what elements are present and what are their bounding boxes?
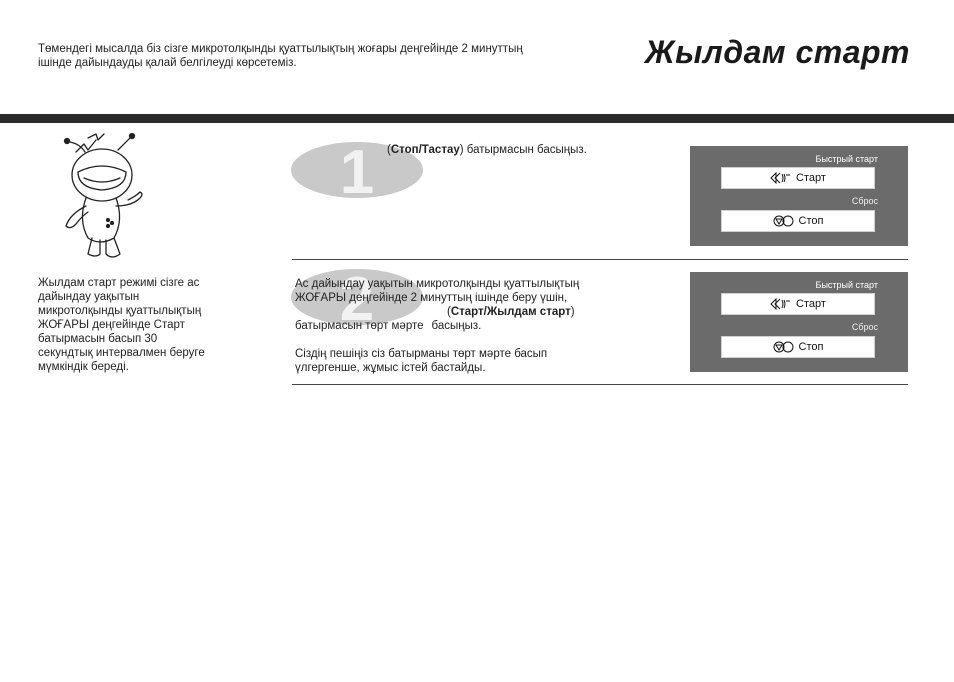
- step-2-line-3b: басыңыз.: [431, 320, 482, 332]
- side-line: батырмасын басып 30: [38, 333, 158, 345]
- step-1-paren: (: [387, 144, 391, 156]
- stop-label: Стоп: [798, 215, 824, 227]
- start-icon: [770, 298, 792, 310]
- quick-start-header: Быстрый старт: [815, 280, 878, 290]
- stop-icon: [773, 215, 795, 227]
- step-1-digit: 1: [339, 141, 375, 199]
- side-line: ЖОҒАРЫ деңгейінде Старт: [38, 319, 185, 331]
- start-label: Старт: [796, 172, 826, 184]
- step-2-line-5: үлгергенше, жұмыс істей бастайды.: [295, 362, 486, 374]
- stop-icon: [773, 341, 795, 353]
- start-button[interactable]: [721, 293, 875, 315]
- stop-button[interactable]: [721, 336, 875, 358]
- step-2-line-3a: батырмасын төрт мәрте: [295, 320, 424, 332]
- start-quick-button-name: Старт/Жылдам старт: [450, 306, 571, 318]
- side-line: мүмкіндік береді.: [38, 361, 129, 373]
- quick-start-header: Быстрый старт: [815, 154, 878, 164]
- control-panel-2: [690, 272, 908, 372]
- intro-line-2: ішінде дайындауды қалай белгілеуді көрсетеміз.: [38, 57, 297, 69]
- stop-reset-button-name: Стоп/Тастау: [390, 144, 460, 156]
- step-2-button-line: (Старт/Жылдам старт): [447, 306, 575, 318]
- step-2-instruction: [295, 277, 579, 375]
- step-divider-1: [292, 259, 908, 260]
- intro-line-1: Төмендегі мысалда біз сізге микротолқынды қуаттылықтың жоғары деңгейінде 2 минуттың: [38, 43, 523, 55]
- start-icon: [770, 172, 792, 184]
- reset-label: Сброс: [851, 322, 878, 332]
- step-divider-2: [292, 384, 908, 385]
- step-2-line-3: [295, 319, 579, 333]
- stop-button[interactable]: [721, 210, 875, 232]
- step-2-line-4: Сіздің пешіңіз сіз батырманы төрт мәрте басып: [295, 348, 548, 360]
- mascot-illustration: [40, 130, 170, 265]
- step-2-line-2: ЖОҒАРЫ деңгейінде 2 минуттың ішінде беру үшін,: [295, 292, 568, 304]
- intro-text: [38, 42, 598, 70]
- side-line: секундтық интервалмен беруге: [38, 347, 205, 359]
- quick-start-description: [38, 276, 248, 374]
- step-1-rest: ) батырмасын басыңыз.: [459, 144, 587, 156]
- side-line: Жылдам старт режимі сізге ас: [38, 277, 200, 289]
- control-panel-1: [690, 146, 908, 246]
- header-divider: [0, 114, 954, 123]
- side-line: микротолқынды қуаттылықтың: [38, 305, 202, 317]
- side-line: дайындау уақытын: [38, 291, 140, 303]
- page-title: Жылдам старт: [644, 34, 910, 70]
- start-label: Старт: [796, 298, 826, 310]
- stop-label: Стоп: [798, 341, 824, 353]
- step-2-digit: 2: [339, 268, 375, 326]
- step-2-line-1: Ас дайындау уақытын микротолқынды қуаттылықтың: [295, 278, 580, 290]
- reset-label: Сброс: [851, 196, 878, 206]
- start-button[interactable]: [721, 167, 875, 189]
- step-1-instruction: [387, 143, 587, 157]
